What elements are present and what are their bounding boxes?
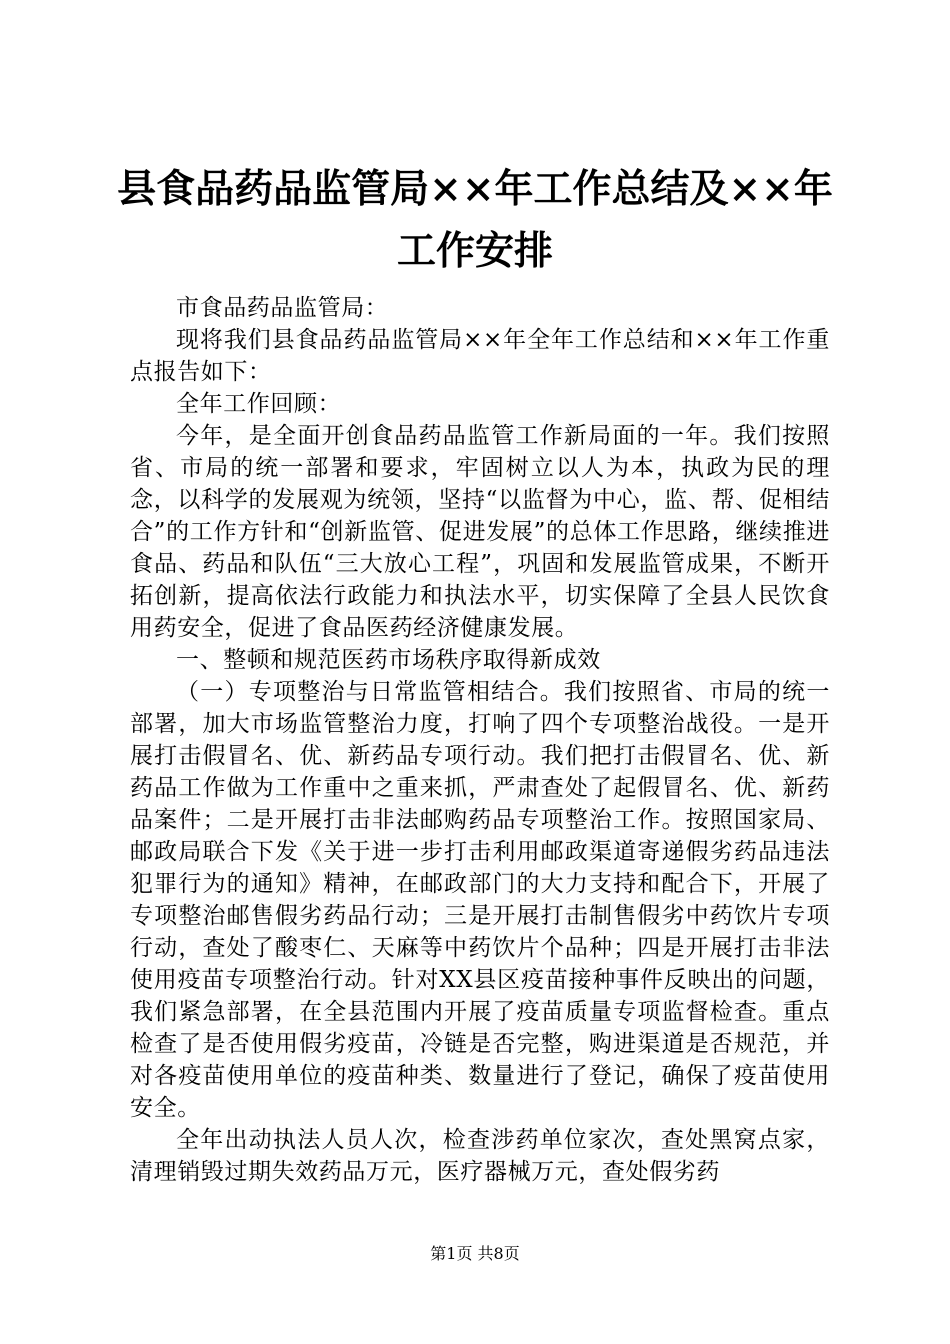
subsection-1-paragraph: （一）专项整治与日常监管相结合。我们按照省、市局的统一部署，加大市场监管整治力度，打响了四个专项整治战役。一是开展打击假冒名、优、新药品专项行动。我们把打击假冒名、优、新药品工作做为工作重中之重来抓，严肃查处了起假冒名、优、新药品案件；二是开展打击非法邮购药品专项整治工作。按照国家局、邮政局联合下发《关于进一步打击利用邮政渠道寄递假劣药品违法犯罪行为的通知》精神，在邮政部门的大力支持和配合下，开展了专项整治邮售假劣药品行动；三是开展打击制售假劣中药饮片专项行动，查处了酸枣仁、天麻等中药饮片个品种；四是开展打击非法使用疫苗专项整治行动。针对XX县区疫苗接种事件反映出的问题，我们紧急部署，在全县范围内开展了疫苗质量专项监督检查。重点检查了是否使用假劣疫苗，冷链是否完整，购进渠道是否规范，并对各疫苗使用单位的疫苗种类、数量进行了登记，确保了疫苗使用安全。 [130, 679, 830, 1121]
section-heading-1: 一、整顿和规范医药市场秩序取得新成效 [176, 647, 601, 673]
intro-paragraph: 现将我们县食品药品监管局××年全年工作总结和××年工作重点报告如下： [130, 327, 830, 385]
document-title: 县食品药品监管局××年工作总结及××年工作安排 [117, 166, 833, 274]
statistics-paragraph: 全年出动执法人员人次，检查涉药单位家次，查处黑窝点家，清理销毁过期失效药品万元，医疗器械万元，查处假劣药 [130, 1127, 830, 1185]
summary-paragraph: 今年，是全面开创食品药品监管工作新局面的一年。我们按照省、市局的统一部署和要求，牢固树立以人为本，执政为民的理念，以科学的发展观为统领，坚持“以监督为中心，监、帮、促相结合”的工作方针和“创新监管、促进发展”的总体工作思路，继续推进食品、药品和队伍“三大放心工程”，巩固和发展监管成果，不断开拓创新，提高依法行政能力和执法水平，切实保障了全县人民饮食用药安全，促进了食品医药经济健康发展。 [130, 423, 830, 641]
page-footer: 第1页 共8页 [430, 1244, 520, 1263]
document-body [130, 292, 830, 1188]
section-heading-review: 全年工作回顾： [176, 391, 342, 417]
salutation: 市食品药品监管局： [176, 295, 389, 321]
